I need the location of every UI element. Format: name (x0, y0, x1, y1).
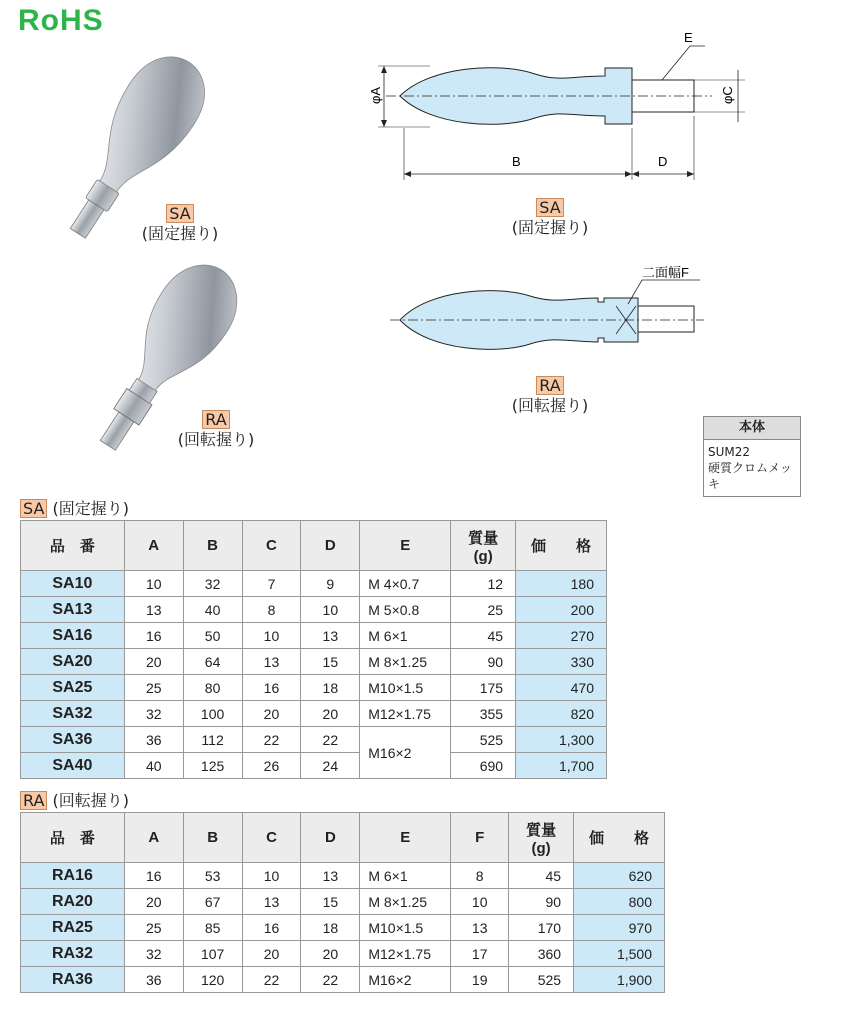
sa-photo-caption-text: (固定握り) (141, 224, 219, 243)
table-cell: 20 (124, 889, 183, 915)
table-row (21, 701, 607, 727)
table-row (21, 649, 607, 675)
table-cell: 15 (301, 649, 360, 675)
ra-dimension-drawing (380, 262, 720, 362)
table-cell: 40 (124, 753, 183, 779)
table-cell: 20 (301, 941, 360, 967)
part-number: SA10 (21, 571, 125, 597)
table-cell: 50 (183, 623, 242, 649)
material-grade: SUM22 (708, 445, 751, 459)
table-cell: 16 (242, 915, 301, 941)
table-cell: 36 (124, 727, 183, 753)
price-cell: 820 (516, 701, 607, 727)
table-row (21, 889, 665, 915)
price-cell: 330 (516, 649, 607, 675)
table-cell: 13 (124, 597, 183, 623)
table-row (21, 915, 665, 941)
table-cell: 8 (451, 863, 509, 889)
sa-drawing-caption (500, 198, 600, 238)
dim-e-label: E (684, 30, 693, 45)
table-cell: 16 (242, 675, 301, 701)
thread-cell: M10×1.5 (360, 675, 451, 701)
table-row (21, 753, 607, 779)
table-cell: 22 (301, 727, 360, 753)
thread-cell: M16×2 (360, 727, 451, 779)
dim-b-label: B (512, 154, 521, 169)
ra-spec-table (20, 812, 665, 993)
mass-cell: 355 (451, 701, 516, 727)
sa-header-cell: C (242, 521, 301, 571)
thread-cell: M16×2 (360, 967, 451, 993)
product-photos (40, 30, 280, 470)
ra-table-tag: RA (20, 791, 47, 810)
table-cell: 36 (124, 967, 183, 993)
ra-drawing-caption (500, 376, 600, 416)
table-cell: 112 (183, 727, 242, 753)
table-cell: 10 (124, 571, 183, 597)
sa-drawing-tag: SA (536, 198, 563, 217)
sa-drawing-caption-text: (固定握り) (511, 218, 589, 237)
mass-cell: 360 (509, 941, 574, 967)
table-cell: 20 (242, 941, 301, 967)
table-cell: 24 (301, 753, 360, 779)
sa-header-cell: E (360, 521, 451, 571)
price-cell: 800 (574, 889, 665, 915)
table-row (21, 967, 665, 993)
table-cell: 13 (301, 623, 360, 649)
table-cell: 13 (242, 649, 301, 675)
table-cell: 85 (183, 915, 242, 941)
ra-photo-caption (166, 410, 266, 450)
table-cell: 26 (242, 753, 301, 779)
ra-drawing-caption-text: (回転握り) (511, 396, 589, 415)
table-cell: 15 (301, 889, 360, 915)
part-number: SA36 (21, 727, 125, 753)
ra-table-body (21, 863, 665, 993)
ra-header-cell: 品 番 (21, 813, 125, 863)
mass-cell: 690 (451, 753, 516, 779)
table-cell: 100 (183, 701, 242, 727)
thread-cell: M10×1.5 (360, 915, 451, 941)
mass-cell: 45 (451, 623, 516, 649)
mass-cell: 45 (509, 863, 574, 889)
sa-photo-tag: SA (166, 204, 193, 223)
sa-photo-caption (130, 204, 230, 244)
thread-cell: M 8×1.25 (360, 649, 451, 675)
sa-header-cell: 品 番 (21, 521, 125, 571)
table-cell: 67 (183, 889, 242, 915)
table-row (21, 863, 665, 889)
table-cell: 22 (242, 967, 301, 993)
sa-header-row (21, 521, 607, 571)
table-cell: 18 (301, 915, 360, 941)
table-cell: 64 (183, 649, 242, 675)
price-cell: 200 (516, 597, 607, 623)
mass-cell: 90 (509, 889, 574, 915)
table-cell: 125 (183, 753, 242, 779)
table-cell: 13 (451, 915, 509, 941)
part-number: SA20 (21, 649, 125, 675)
part-number: RA20 (21, 889, 125, 915)
price-cell: 470 (516, 675, 607, 701)
part-number: RA25 (21, 915, 125, 941)
thread-cell: M12×1.75 (360, 941, 451, 967)
table-cell: 40 (183, 597, 242, 623)
mass-cell: 90 (451, 649, 516, 675)
thread-cell: M12×1.75 (360, 701, 451, 727)
dim-c-label: φC (720, 86, 735, 104)
table-cell: 16 (124, 863, 183, 889)
table-cell: 13 (301, 863, 360, 889)
ra-header-cell: 価 格 (574, 813, 665, 863)
ra-drawing-tag: RA (536, 376, 563, 395)
thread-cell: M 6×1 (360, 623, 451, 649)
mass-cell: 170 (509, 915, 574, 941)
dim-a-label: φA (368, 86, 383, 104)
ra-header-cell: D (301, 813, 360, 863)
table-row (21, 623, 607, 649)
sa-table-body (21, 571, 607, 779)
table-cell: 22 (242, 727, 301, 753)
table-row (21, 597, 607, 623)
sa-header-cell: 価 格 (516, 521, 607, 571)
sa-table-tag: SA (20, 499, 47, 518)
part-number: SA13 (21, 597, 125, 623)
part-number: RA32 (21, 941, 125, 967)
part-number: RA16 (21, 863, 125, 889)
mass-cell: 12 (451, 571, 516, 597)
table-cell: 10 (451, 889, 509, 915)
price-cell: 1,300 (516, 727, 607, 753)
table-cell: 13 (242, 889, 301, 915)
part-number: SA40 (21, 753, 125, 779)
table-row (21, 727, 607, 753)
ra-photo-caption-text: (回転握り) (177, 430, 255, 449)
sa-spec-table (20, 520, 607, 779)
table-row (21, 941, 665, 967)
ra-table-title (20, 788, 129, 811)
thread-cell: M 4×0.7 (360, 571, 451, 597)
table-cell: 10 (301, 597, 360, 623)
sa-dimension-drawing (360, 28, 760, 188)
table-cell: 22 (301, 967, 360, 993)
mass-cell: 25 (451, 597, 516, 623)
table-cell: 25 (124, 675, 183, 701)
ra-header-cell: C (242, 813, 301, 863)
table-cell: 16 (124, 623, 183, 649)
ra-header-cell: F (451, 813, 509, 863)
table-cell: 17 (451, 941, 509, 967)
ra-table-title-text: (回転握り) (52, 791, 130, 810)
thread-cell: M 8×1.25 (360, 889, 451, 915)
rohs-logo: RoHS (18, 4, 104, 37)
table-cell: 120 (183, 967, 242, 993)
thread-cell: M 6×1 (360, 863, 451, 889)
price-cell: 1,500 (574, 941, 665, 967)
ra-header-cell: 質量 (g) (509, 813, 574, 863)
sa-header-cell: A (124, 521, 183, 571)
table-cell: 10 (242, 623, 301, 649)
table-cell: 10 (242, 863, 301, 889)
mass-cell: 175 (451, 675, 516, 701)
mass-cell: 525 (509, 967, 574, 993)
part-number: SA25 (21, 675, 125, 701)
price-cell: 970 (574, 915, 665, 941)
table-cell: 80 (183, 675, 242, 701)
dim-d-label: D (658, 154, 668, 169)
table-cell: 32 (124, 941, 183, 967)
mass-cell: 525 (451, 727, 516, 753)
part-number: RA36 (21, 967, 125, 993)
sa-header-cell: D (301, 521, 360, 571)
table-cell: 32 (183, 571, 242, 597)
table-cell: 107 (183, 941, 242, 967)
sa-header-cell: 質量 (g) (451, 521, 516, 571)
ra-header-cell: A (124, 813, 183, 863)
table-cell: 20 (301, 701, 360, 727)
sa-table-title-text: (固定握り) (52, 499, 129, 518)
table-row (21, 675, 607, 701)
material-box (703, 416, 801, 497)
price-cell: 620 (574, 863, 665, 889)
sa-header-cell: B (183, 521, 242, 571)
table-cell: 32 (124, 701, 183, 727)
material-header: 本体 (704, 417, 800, 440)
dim-f-label: 二面幅F (642, 265, 689, 280)
price-cell: 180 (516, 571, 607, 597)
thread-cell: M 5×0.8 (360, 597, 451, 623)
table-cell: 9 (301, 571, 360, 597)
ra-header-row (21, 813, 665, 863)
table-cell: 8 (242, 597, 301, 623)
table-cell: 25 (124, 915, 183, 941)
price-cell: 1,700 (516, 753, 607, 779)
material-finish: 硬質クロムメッキ (708, 461, 793, 491)
table-cell: 7 (242, 571, 301, 597)
price-cell: 270 (516, 623, 607, 649)
table-cell: 19 (451, 967, 509, 993)
table-cell: 20 (124, 649, 183, 675)
table-cell: 53 (183, 863, 242, 889)
table-cell: 18 (301, 675, 360, 701)
price-cell: 1,900 (574, 967, 665, 993)
table-cell: 20 (242, 701, 301, 727)
part-number: SA32 (21, 701, 125, 727)
table-row (21, 571, 607, 597)
ra-photo-tag: RA (202, 410, 229, 429)
sa-table-title (20, 496, 129, 519)
part-number: SA16 (21, 623, 125, 649)
ra-header-cell: B (183, 813, 242, 863)
ra-header-cell: E (360, 813, 451, 863)
